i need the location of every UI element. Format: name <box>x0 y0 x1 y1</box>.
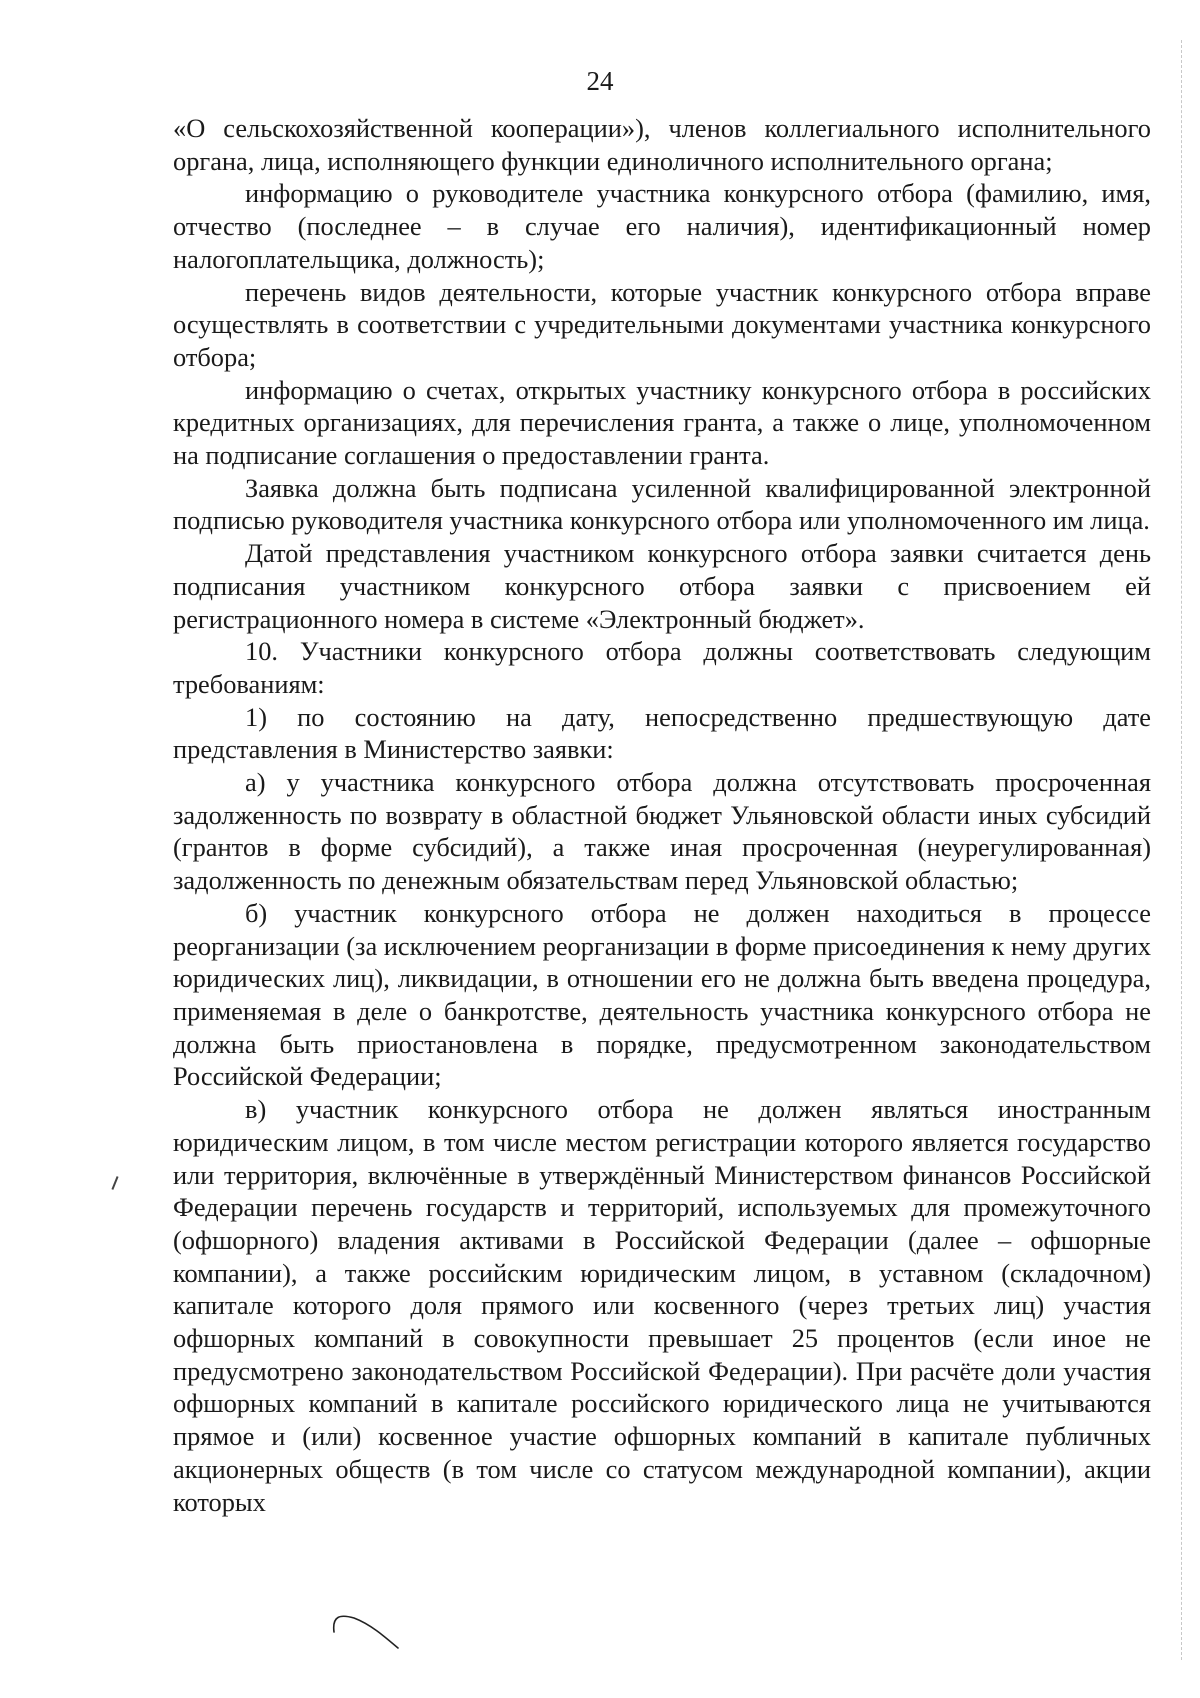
paragraph-item-b: б) участник конкурсного отбора не должен находиться в процессе реорганизации (за исключением реорганизации в форме присоединения к нему других юридических лиц), ликвидации, в отношении его не должна быть введена процедура, применяемая в деле о банкротстве, деятельность участника конкурсного отбора не должна быть приостановлена в порядке, предусмотренном законодательством Российской Федерации; <box>173 897 1151 1092</box>
paragraph-signature-requirement: Заявка должна быть подписана усиленной квалифицированной электронной подписью руководителя участника конкурсного отбора или уполномоченного им лица. <box>173 472 1151 536</box>
paragraph-item-1: 1) по состоянию на дату, непосредственно предшествующую дате представления в Министерство заявки: <box>173 701 1151 765</box>
document-body <box>173 112 1151 1518</box>
paragraph-item-v: в) участник конкурсного отбора не должен являться иностранным юридическим лицом, в том числе местом регистрации которого является государство или территория, включённые в утверждённый Министерством финансов Российской Федерации перечень государств и территорий, используемых для промежуточного (офшорного) владения активами в Российской Федерации (далее – офшорные компании), а также российским юридическим лицом, в уставном (складочном) капитале которого доля прямого или косвенного (через третьих лиц) участия офшорных компаний в совокупности превышает 25 процентов (если иное не предусмотрено законодательством Российской Федерации). При расчёте доли участия офшорных компаний в капитале российского юридического лица не учитываются прямое и (или) косвенное участие офшорных компаний в капитале публичных акционерных обществ (в том числе со статусом международной компании), акции которых <box>173 1094 1151 1517</box>
scan-edge-line <box>1181 40 1182 1660</box>
paragraph-item-a: а) у участника конкурсного отбора должна отсутствовать просроченная задолженность по возврату в областной бюджет Ульяновской области иных субсидий (грантов в форме субсидий), а также иная просроченная (неурегулированная) задолженность по денежным обязательствам перед Ульяновской областью; <box>173 767 1151 896</box>
paragraph-submission-date: Датой представления участником конкурсного отбора заявки считается день подписания участником конкурсного отбора заявки с присвоением ей регистрационного номера в системе «Электронный бюджет». <box>173 538 1151 634</box>
paragraph-section-10: 10. Участники конкурсного отбора должны соответствовать следующим требованиям: <box>173 636 1151 699</box>
paragraph-activity-list: перечень видов деятельности, которые участник конкурсного отбора вправе осуществлять в соответствии с учредительными документами участника конкурсного отбора; <box>173 276 1151 372</box>
paragraph-manager-info: информацию о руководителе участника конкурсного отбора (фамилию, имя, отчество (последнее – в случае его наличия), идентификационный номер налогоплательщика, должность); <box>173 178 1151 274</box>
paragraph-continuation: «О сельскохозяйственной кооперации»), членов коллегиального исполнительного органа, лица, исполняющего функции единоличного исполнительного органа; <box>173 113 1151 176</box>
margin-tick-mark <box>111 1176 118 1190</box>
paragraph-accounts-info: информацию о счетах, открытых участнику конкурсного отбора в российских кредитных организациях, для перечисления гранта, а также о лице, уполномоченном на подписание соглашения о предоставлении гранта. <box>173 374 1151 471</box>
pen-stroke-mark <box>330 1602 410 1652</box>
page-number: 24 <box>586 66 614 96</box>
